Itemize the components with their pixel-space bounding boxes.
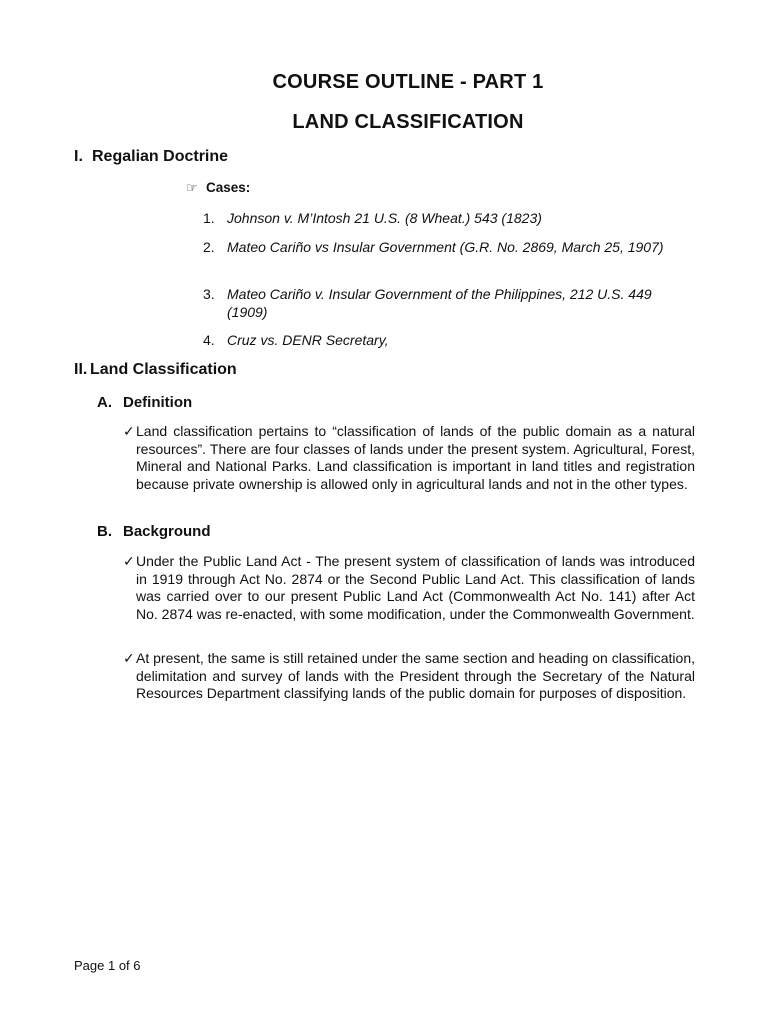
bullet-paragraph: [121, 553, 695, 623]
case-citation: Mateo Cariño vs Insular Government (G.R. No. 2869, March 25, 1907): [227, 239, 664, 255]
case-item: [203, 209, 673, 227]
case-citation: Mateo Cariño v. Insular Government of the Philippines, 212 U.S. 449 (1909): [227, 286, 652, 320]
cases-label: [186, 180, 250, 196]
check-mark-icon: ✓: [123, 650, 135, 666]
case-number: 2.: [203, 239, 215, 255]
subsection-letter: B.: [97, 523, 112, 540]
section-number: II.: [74, 361, 88, 378]
section-heading-regalian-doctrine: [74, 148, 228, 166]
section-heading-land-classification: [74, 361, 237, 379]
case-citation: Cruz vs. DENR Secretary,: [227, 332, 389, 348]
check-mark-icon: ✓: [123, 553, 135, 569]
bullet-paragraph: [121, 650, 695, 703]
paragraph-text: Land classification pertains to “classification of lands of the public domain as a natural resources”. There are four classes of lands under the present system. Agricultural, Forest, Mineral and National Parks. Land classification is important in land titles and registration because private ownership is allowed only in agricultural lands and not in the other types.: [136, 423, 695, 492]
check-mark-icon: ✓: [123, 423, 135, 439]
subsection-title: Background: [123, 523, 211, 540]
section-title: Regalian Doctrine: [92, 148, 229, 165]
paragraph-text: At present, the same is still retained under the same section and heading on classification, delimitation and survey of lands with the President through the Secretary of the Natural Resources Department classifying lands of the public domain for purposes of disposition.: [136, 650, 695, 701]
case-item: [203, 238, 673, 256]
section-title: Land Classification: [90, 361, 237, 378]
bullet-paragraph: [121, 423, 695, 493]
subsection-letter: A.: [97, 394, 112, 411]
subsection-heading-background: [97, 523, 211, 540]
subsection-heading-definition: [97, 394, 192, 411]
section-number: I.: [74, 148, 83, 165]
pointing-hand-icon: ☞: [186, 180, 198, 195]
document-subtitle: LAND CLASSIFICATION: [292, 111, 524, 133]
case-item: [203, 331, 673, 349]
document-title: COURSE OUTLINE - PART 1: [272, 71, 544, 93]
case-number: 1.: [203, 210, 215, 226]
case-number: 4.: [203, 332, 215, 348]
case-number: 3.: [203, 286, 215, 302]
case-citation: Johnson v. M’Intosh 21 U.S. (8 Wheat.) 543 (1823): [227, 210, 542, 226]
subsection-title: Definition: [123, 394, 193, 411]
paragraph-text: Under the Public Land Act - The present system of classification of lands was introduced in 1919 through Act No. 2874 or the Second Public Land Act. This classification of lands was carried over to our present Public Land Act (Commonwealth Act No. 141) after Act No. 2874 was re-enacted, with some modification, under the Commonwealth Government.: [136, 553, 695, 622]
page-number-footer: Page 1 of 6: [74, 958, 141, 973]
cases-label-text: Cases:: [206, 180, 251, 195]
case-item: [203, 285, 673, 321]
